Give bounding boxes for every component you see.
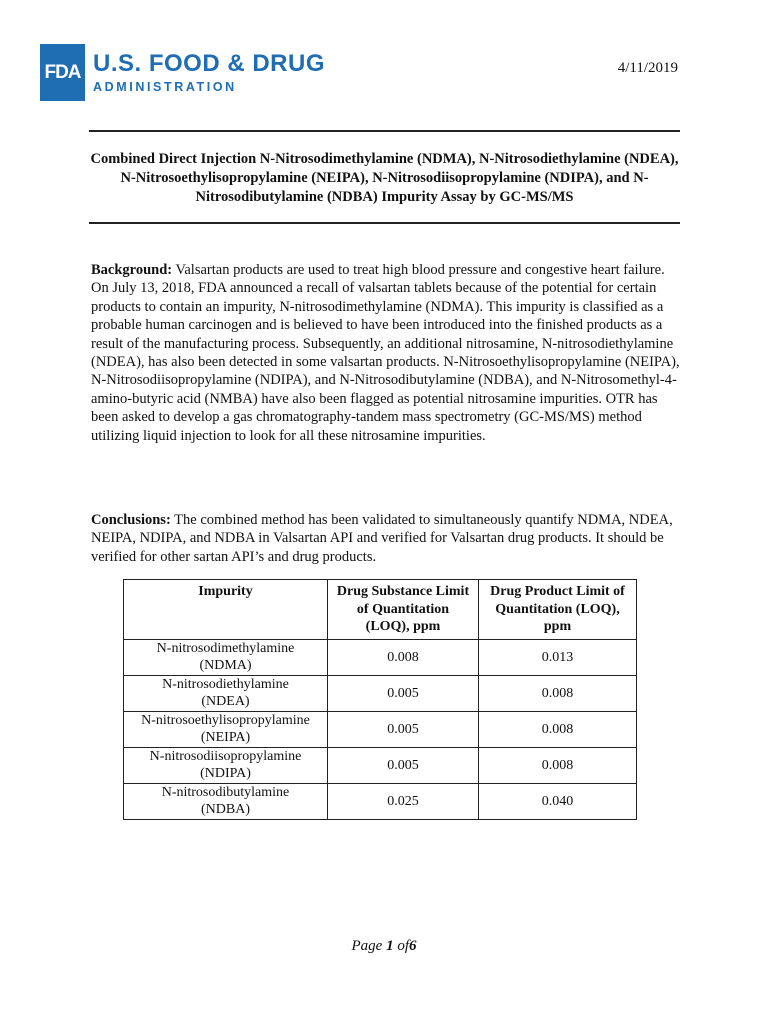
background-text: Valsartan products are used to treat high blood pressure and congestive heart failure. On July 13, 2018, FDA announced a recall of valsartan tablets because of the potential for certain products to contain an impurity, N-nitrosodimethylamine (NDMA). This impurity is classified as a probable human carcinogen and is believed to have been introduced into the finished products as a result of the manufacturing process. Subsequently, an additional nitrosamine, N-nitrosodiethylamine (NDEA), has also been detected in some valsartan products. N-Nitrosoethylisopropylamine (NEIPA), N-Nitrosodiisopropylamine (NDIPA), and N-Nitrosodibutylamine (NDBA), and N-Nitrosomethyl-4-amino-butyric acid (NMBA) have also been flagged as potential nitrosamine impurities. OTR has been asked to develop a gas chromatography-tandem mass spectrometry (GC-MS/MS) method utilizing liquid injection to look for all these nitrosamine impurities. xyxy=(91,262,680,444)
document-title: Combined Direct Injection N-Nitrosodimethylamine (NDMA), N-Nitrosodiethylamine (NDEA), N-Nitrosoethylisopropylamine (NEIPA), N-Nitrosodiisopropylamine (NDIPA), and N-Nitrosodibutylamine (NDBA) Impurity Assay by GC-MS/MS xyxy=(90,151,679,205)
drug-product-loq-value: 0.013 xyxy=(479,639,637,675)
header-drug-product-loq: Drug Product Limit of Quantitation (LOQ), ppm xyxy=(479,580,637,640)
drug-product-loq-value: 0.008 xyxy=(479,675,637,711)
table-row xyxy=(124,675,637,711)
impurity-name: N-nitrosodiethylamine xyxy=(162,677,289,692)
drug-substance-loq-value: 0.005 xyxy=(328,747,479,783)
conclusions-label: Conclusions: xyxy=(91,512,171,528)
impurity-cell xyxy=(124,711,328,747)
table-row xyxy=(124,639,637,675)
impurity-abbr: (NEIPA) xyxy=(200,730,251,745)
table-row xyxy=(124,711,637,747)
drug-product-loq-value: 0.008 xyxy=(479,747,637,783)
drug-product-loq-value: 0.040 xyxy=(479,783,637,819)
drug-substance-loq-value: 0.025 xyxy=(328,783,479,819)
impurity-abbr: (NDBA) xyxy=(201,802,250,817)
page-footer xyxy=(0,938,768,955)
fda-logo xyxy=(40,44,325,101)
drug-substance-loq-value: 0.005 xyxy=(328,675,479,711)
page-total: 6 xyxy=(409,938,417,954)
impurity-name: N-nitrosodibutylamine xyxy=(161,785,290,800)
impurity-cell xyxy=(124,783,328,819)
title-bottom-rule xyxy=(89,222,680,224)
impurity-abbr: (NDMA) xyxy=(199,658,252,673)
page-word: Page xyxy=(351,938,383,954)
header-impurity: Impurity xyxy=(124,580,328,640)
drug-substance-loq-value: 0.005 xyxy=(328,711,479,747)
of-word: of xyxy=(397,938,409,954)
impurity-abbr: (NDIPA) xyxy=(200,766,251,781)
header-drug-substance-loq: Drug Substance Limit of Quantitation (LOQ), ppm xyxy=(328,580,479,640)
impurity-name: N-nitrosodimethylamine xyxy=(156,641,295,656)
table-row xyxy=(124,783,637,819)
drug-substance-loq-value: 0.008 xyxy=(328,639,479,675)
agency-name xyxy=(93,51,325,94)
loq-table xyxy=(123,579,637,820)
top-rule xyxy=(89,130,680,132)
impurity-cell xyxy=(124,639,328,675)
impurity-cell xyxy=(124,675,328,711)
impurity-name: N-nitrosoethylisopropylamine xyxy=(141,713,310,728)
impurity-cell xyxy=(124,747,328,783)
page-number: 1 xyxy=(386,938,394,954)
conclusions-text: The combined method has been validated to simultaneously quantify NDMA, NDEA, NEIPA, NDIPA, and NDBA in Valsartan API and verified for Valsartan drug products. It should be verified for other sartan API’s and drug products. xyxy=(91,512,673,565)
document-date: 4/11/2019 xyxy=(617,60,678,76)
agency-name-line2: ADMINISTRATION xyxy=(93,80,237,94)
impurity-name: N-nitrosodiisopropylamine xyxy=(149,749,302,764)
table-row xyxy=(124,747,637,783)
background-section xyxy=(91,261,681,445)
table-header-row xyxy=(124,580,637,640)
background-label: Background: xyxy=(91,262,173,278)
fda-mark: FDA xyxy=(40,44,85,101)
impurity-abbr: (NDEA) xyxy=(201,694,250,709)
drug-product-loq-value: 0.008 xyxy=(479,711,637,747)
agency-name-line1: U.S. FOOD & DRUG xyxy=(93,50,326,77)
conclusions-section xyxy=(91,511,681,566)
